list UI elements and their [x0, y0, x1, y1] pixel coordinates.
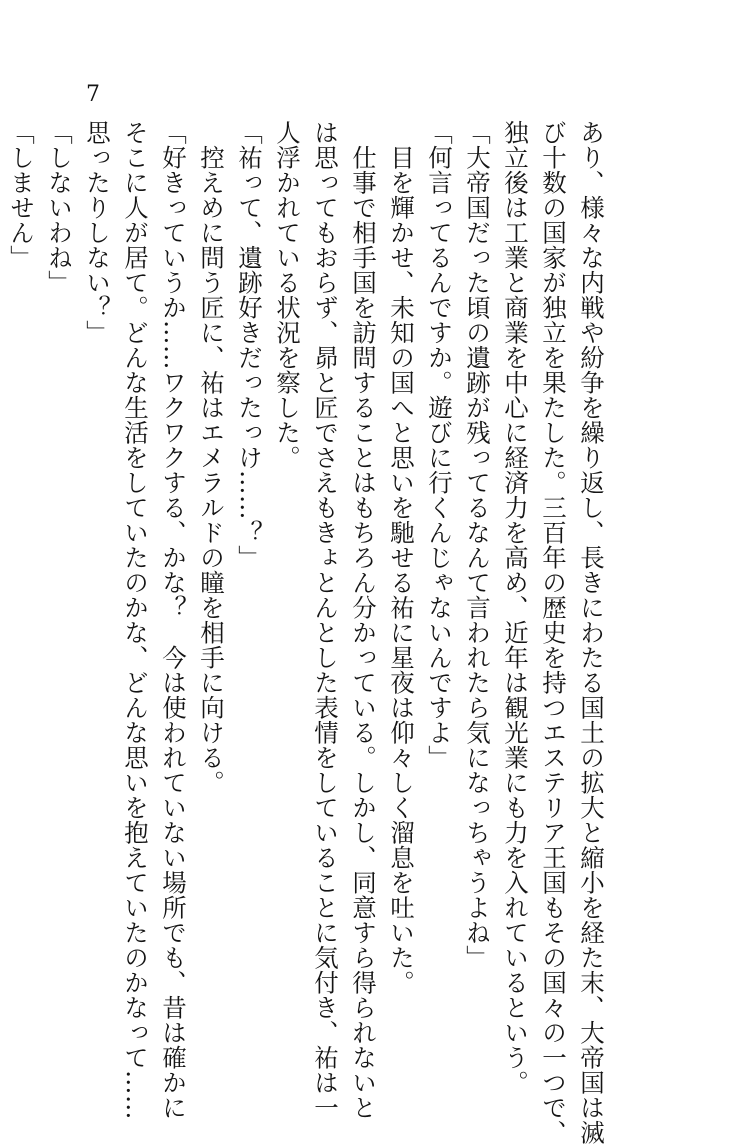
text-line: 「しません」 — [7, 120, 36, 270]
text-line: 思ったりしない？」 — [83, 120, 112, 345]
text-line: 「しないわね」 — [45, 120, 74, 295]
text-line: あり、様々な内戦や紛争を繰り返し、長きにわたる国土の拡大と縮小を経た末、大帝国は滅 — [577, 120, 606, 1145]
text-line: そこに人が居て。どんな生活をしていたのかな、どんな思いを抱えていたのかなって…… — [121, 120, 150, 1120]
text-line: 独立後は工業と商業を中心に経済力を高め、近年は観光業にも力を入れているという。 — [501, 120, 530, 1095]
text-line: 「好きっていうか……ワクワクする、かな？ 今は使われていない場所でも、昔は確かに — [159, 120, 188, 1120]
text-line: 目を輝かせ、未知の国へと思いを馳せる祐に星夜は仰々しく溜息を吐いた。 — [387, 120, 416, 995]
text-line: 控えめに問う匠に、祐はエメラルドの瞳を相手に向ける。 — [197, 120, 226, 795]
text-line: び十数の国家が独立を果たした。三百年の歴史を持つエステリア王国もその国々の一つで、 — [539, 120, 568, 1145]
text-line: 「何言ってるんですか。遊びに行くんじゃないんですよ」 — [425, 120, 454, 770]
page-number: 7 — [86, 82, 100, 107]
body-text — [2, 120, 610, 1145]
text-line: 「祐って、遺跡好きだったっけ……？」 — [235, 120, 264, 570]
text-line: 仕事で相手国を訪問することはもちろん分かっている。しかし、同意すら得られないと — [349, 120, 378, 1120]
text-line: 「大帝国だった頃の遺跡が残ってるなんて言われたら気になっちゃうよね」 — [463, 120, 492, 970]
text-line: 人浮かれている状況を察した。 — [273, 120, 302, 470]
text-line: は思ってもおらず、昴と匠でさえもきょとんとした表情をしていることに気付き、祐は一 — [311, 120, 340, 1120]
